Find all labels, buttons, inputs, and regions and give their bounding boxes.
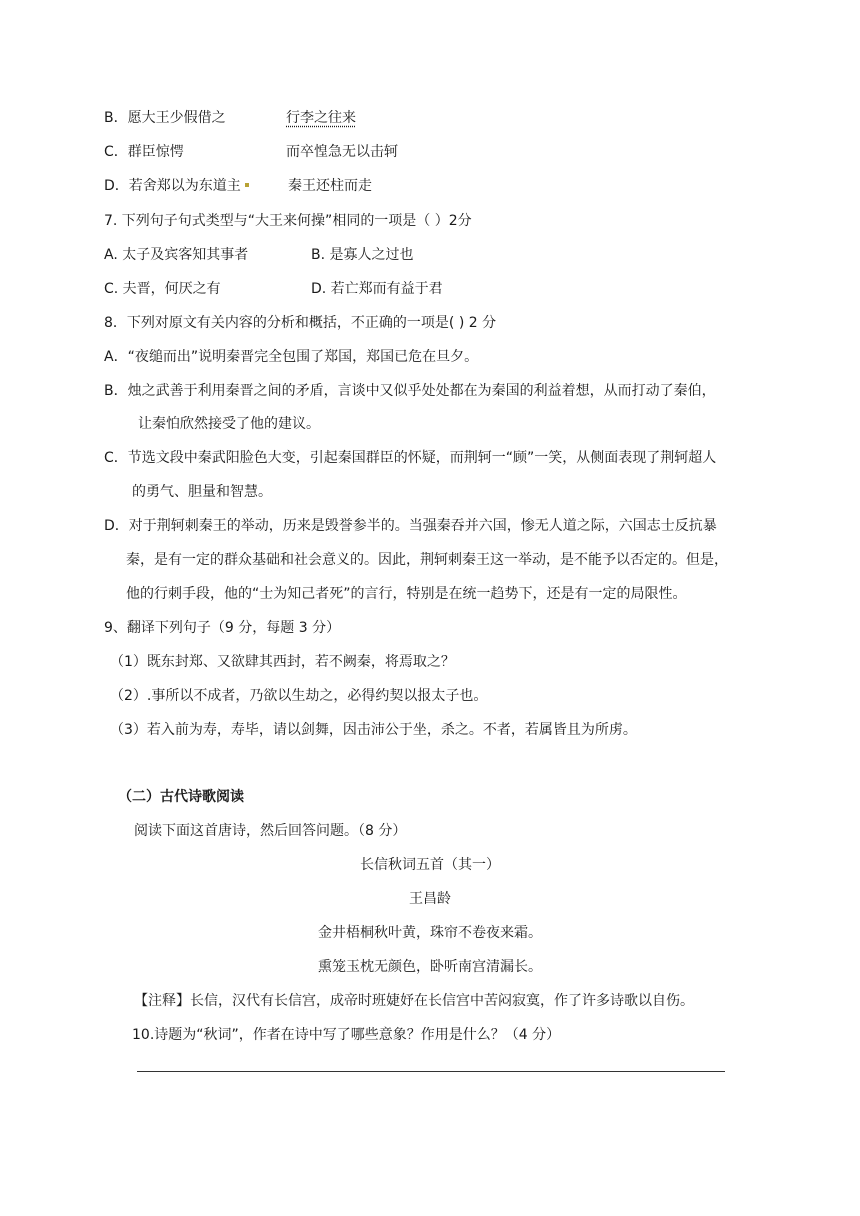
q8-option-c-line1: C．节选文段中秦武阳脸色大变，引起秦国群臣的怀疑，而荆轲一“顾”一笑，从侧面表现了荆轲超人 (104, 450, 717, 466)
q9-sentence-1: （1）既东封郑、又欲肆其西封，若不阙秦，将焉取之？ (110, 654, 455, 670)
q8-option-b-line2: 让秦怕欣然接受了他的建议。 (138, 416, 320, 432)
q9-sentence-3: （3）若入前为寿，寿毕，请以剑舞，因击沛公于坐，杀之。不者，若属皆且为所虏。 (110, 722, 637, 738)
q6-option-c-left: C．群臣惊愕 (104, 144, 184, 160)
q9-stem: 9、翻译下列句子（9 分，每题 3 分） (104, 620, 341, 636)
q8-option-d-line2: 秦，是有一定的群众基础和社会意义的。因此，荆轲刺秦王这一举动，是不能予以否定的。但是， (126, 552, 728, 568)
q8-option-a: A．“夜缒而出”说明秦晋完全包围了郑国，郑国已危在旦夕。 (104, 349, 479, 365)
poem-line-2: 熏笼玉枕无颜色，卧听南宫清漏长。 (318, 959, 542, 975)
q6-option-d-left-text: D．若舍郑以为东道主 (104, 178, 241, 194)
q7-option-a: A. 太子及宾客知其事者 (104, 247, 249, 263)
q7-option-c: C. 夫晋，何厌之有 (104, 281, 221, 297)
poem-note: 【注释】长信，汉代有长信宫，成帝时班婕妤在长信宫中苦闷寂寞，作了许多诗歌以自伤。 (134, 993, 694, 1009)
q6-option-b-left: B．愿大王少假借之 (104, 110, 226, 126)
q6-option-c-right: 而卒惶急无以击轲 (286, 144, 398, 160)
q7-stem: 7. 下列句子句式类型与“大王来何操”相同的一项是（ ）2分 (104, 213, 472, 229)
poem-author: 王昌龄 (409, 891, 451, 907)
q7-option-d: D. 若亡郑而有益于君 (311, 281, 443, 297)
highlight-mark-icon (245, 183, 249, 187)
q6-option-b-right: 行李之往来 (286, 110, 356, 126)
q8-option-d-line1: D．对于荆轲刺秦王的举动，历来是毁誉参半的。当强秦吞并六国，惨无人道之际，六国志士反抗暴 (104, 518, 717, 534)
q7-option-b: B. 是寡人之过也 (311, 247, 414, 263)
poetry-instruction: 阅读下面这首唐诗，然后回答问题。（8 分） (134, 823, 407, 839)
q8-stem: 8．下列对原文有关内容的分析和概括，不正确的一项是( ) 2 分 (104, 315, 497, 331)
q8-option-d-line3: 他的行刺手段，他的“士为知己者死”的言行，特别是在统一趋势下，还是有一定的局限性。 (126, 586, 687, 602)
q6-option-d-left (104, 176, 255, 196)
q10-stem: 10.诗题为“秋词”，作者在诗中写了哪些意象？作用是什么？（4 分） (132, 1027, 561, 1043)
q8-option-c-line2: 的勇气、胆量和智慧。 (132, 484, 272, 500)
answer-line (137, 1071, 725, 1072)
poem-line-1: 金井梧桐秋叶黄，珠帘不卷夜来霜。 (318, 925, 542, 941)
q9-sentence-2: （2）.事所以不成者，乃欲以生劫之，必得约契以报太子也。 (110, 688, 488, 704)
poem-title: 长信秋词五首（其一） (360, 857, 500, 873)
q8-option-b-line1: B．烛之武善于利用秦晋之间的矛盾，言谈中又似乎处处都在为秦国的利益着想，从而打动了秦伯， (104, 383, 716, 399)
q6-option-d-right: 秦王还柱而走 (288, 178, 372, 194)
poetry-section-title: （二）古代诗歌阅读 (118, 789, 244, 805)
